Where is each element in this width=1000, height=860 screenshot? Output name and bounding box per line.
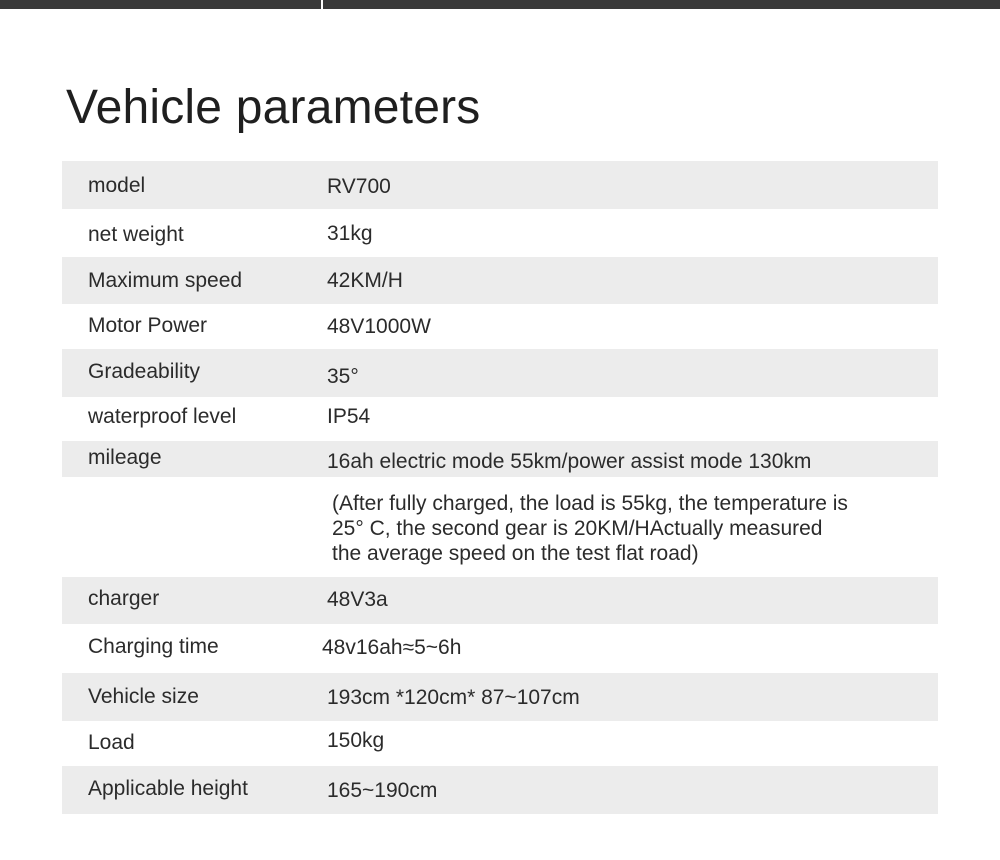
row-label: waterproof level [88, 405, 237, 428]
row-value: 42KM/H [327, 269, 403, 292]
table-row-maximum-speed [62, 257, 938, 304]
row-value: 48V1000W [327, 315, 431, 338]
table-row-net-weight [62, 209, 938, 257]
row-label: Gradeability [88, 360, 201, 383]
mileage-note-line: 25° C, the second gear is 20KM/HActually measured [332, 517, 823, 540]
row-label: Applicable height [88, 777, 248, 800]
row-label: model [88, 174, 146, 197]
row-value: 150kg [327, 729, 385, 752]
row-value: 48v16ah≈5~6h [322, 636, 462, 659]
table-row-gradeability [62, 349, 938, 397]
mileage-note-line: (After fully charged, the load is 55kg, the temperature is [332, 492, 848, 515]
table-row-applicable-height [62, 766, 938, 814]
row-label: Load [88, 731, 135, 754]
page-title: Vehicle parameters [66, 81, 481, 134]
row-label: net weight [88, 223, 184, 246]
table-row-load [62, 721, 938, 766]
table-row-mileage-note [62, 477, 938, 577]
table-row-charging-time [62, 624, 938, 673]
table-row-waterproof-level [62, 397, 938, 441]
table-row-model [62, 161, 938, 209]
row-label: Charging time [88, 635, 219, 658]
table-row-charger [62, 577, 938, 624]
row-value: 193cm *120cm* 87~107cm [327, 686, 580, 709]
top-banner-divider [321, 0, 323, 9]
row-value: 16ah electric mode 55km/power assist mode 130km [327, 450, 812, 473]
row-label: mileage [88, 446, 162, 469]
table-row-motor-power [62, 304, 938, 349]
row-label: charger [88, 587, 160, 610]
row-label: Maximum speed [88, 269, 243, 292]
top-banner-bar [0, 0, 1000, 9]
mileage-note-line: the average speed on the test flat road) [332, 542, 699, 565]
row-label: Motor Power [88, 314, 208, 337]
row-value: 165~190cm [327, 779, 438, 802]
row-value: IP54 [327, 405, 371, 428]
row-label: Vehicle size [88, 685, 199, 708]
parameters-table [62, 161, 938, 814]
table-row-mileage [62, 441, 938, 477]
table-row-vehicle-size [62, 673, 938, 721]
row-value: 35° [327, 365, 359, 388]
row-value: RV700 [327, 175, 391, 198]
mileage-note [332, 491, 922, 566]
row-value: 31kg [327, 222, 373, 245]
row-value: 48V3a [327, 588, 388, 611]
